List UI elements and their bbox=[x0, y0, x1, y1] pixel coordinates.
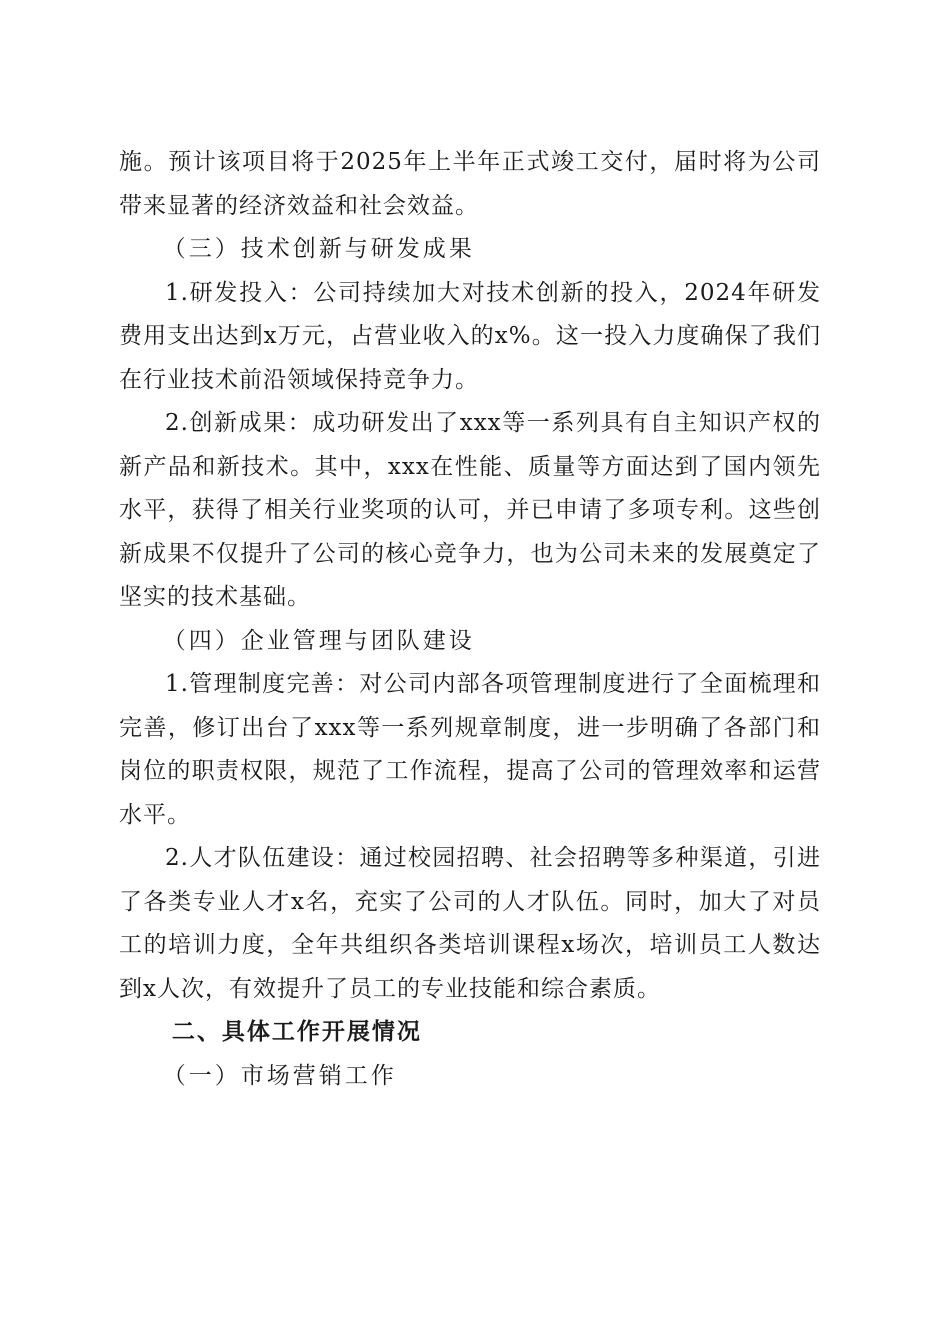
paragraph-innovation-results: 2.创新成果：成功研发出了xxx等一系列具有自主知识产权的新产品和新技术。其中，xxx在性能、质量等方面达到了国内领先水平，获得了相关行业奖项的认可，并已申请了多项专利。这些创新成果不仅提升了公司的核心竞争力，也为公司未来的发展奠定了坚实的技术基础。 bbox=[119, 410, 821, 610]
subsection-title-marketing: （一）市场营销工作 bbox=[162, 1062, 397, 1089]
paragraph-management-system: 1.管理制度完善：对公司内部各项管理制度进行了全面梳理和完善，修订出台了xxx等一系列规章制度，进一步明确了各部门和岗位的职责权限，规范了工作流程，提高了公司的管理效率和运营水平。 bbox=[119, 671, 821, 828]
subsection-title-tech-innovation: （三）技术创新与研发成果 bbox=[162, 236, 475, 262]
subsection-title-management: （四）企业管理与团队建设 bbox=[162, 627, 475, 654]
paragraph-continuation: 施。预计该项目将于2025年上半年正式竣工交付，届时将为公司带来显著的经济效益和社会效益。 bbox=[119, 149, 821, 219]
paragraph-talent-team: 2.人才队伍建设：通过校园招聘、社会招聘等多种渠道，引进了各类专业人才x名，充实了公司的人才队伍。同时，加大了对员工的培训力度，全年共组织各类培训课程x场次，培训员工人数达到x人次，有效提升了员工的专业技能和综合素质。 bbox=[119, 845, 821, 1002]
paragraph-rd-investment: 1.研发投入：公司持续加大对技术创新的投入，2024年研发费用支出达到x万元，占营业收入的x%。这一投入力度确保了我们在行业技术前沿领域保持竞争力。 bbox=[119, 279, 821, 393]
section-title-work-progress: 二、具体工作开展情况 bbox=[171, 1019, 422, 1045]
document-page bbox=[119, 141, 821, 1098]
